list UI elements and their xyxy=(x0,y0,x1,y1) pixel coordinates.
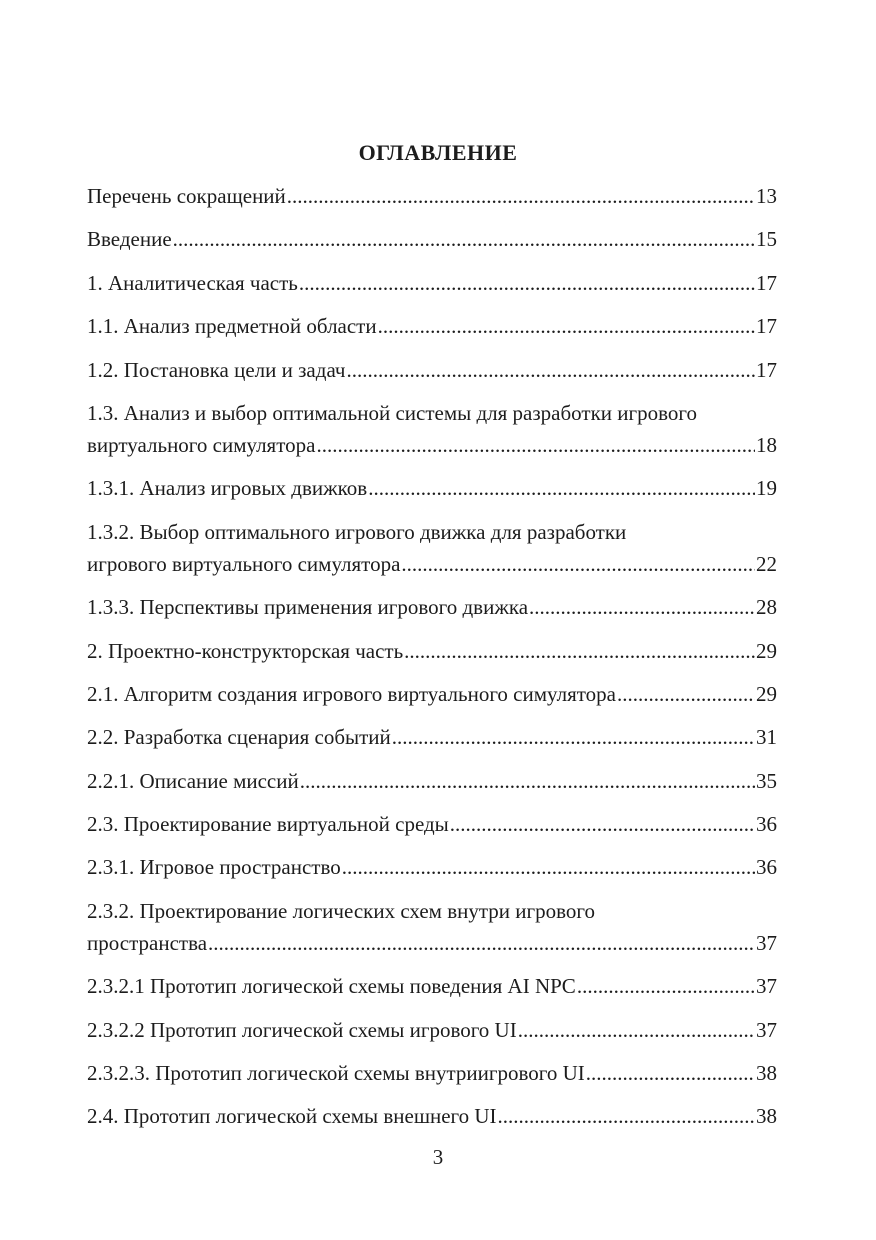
toc-entry-page: 17 xyxy=(756,314,777,339)
toc-entry-leader xyxy=(392,721,755,753)
toc-entry xyxy=(87,895,777,959)
toc-entry-leader xyxy=(450,808,755,840)
toc-entry xyxy=(87,808,777,840)
toc-entry-page: 29 xyxy=(756,638,777,663)
toc-entry-line xyxy=(87,310,777,342)
toc-entry xyxy=(87,1014,777,1046)
toc-entry xyxy=(87,267,777,299)
toc-entry-text: 1.2. Постановка цели и задач xyxy=(87,357,346,382)
toc-entry xyxy=(87,223,777,255)
toc-entry xyxy=(87,591,777,623)
toc-entry xyxy=(87,678,777,710)
toc-entry xyxy=(87,1100,777,1132)
toc-entry-text: 2.2.1. Описание миссий xyxy=(87,768,299,793)
toc-entry-text: 1.1. Анализ предметной области xyxy=(87,314,377,339)
toc-entry-leader xyxy=(518,1014,755,1046)
toc-entry-line xyxy=(87,180,777,212)
toc-entry-page: 22 xyxy=(756,551,777,576)
toc-entry-line xyxy=(87,267,777,299)
toc-entry-text: 2.3.2.2 Прототип логической схемы игрового UI xyxy=(87,1017,517,1042)
toc-entry xyxy=(87,354,777,386)
toc-entry-line xyxy=(87,1100,777,1132)
toc-entry-text: 2.2. Разработка сценария событий xyxy=(87,725,391,750)
toc-entry-leader xyxy=(173,223,755,255)
toc-entry-leader xyxy=(404,635,755,667)
toc-entry-line xyxy=(87,472,777,504)
toc-entry-page: 28 xyxy=(756,595,777,620)
toc-entry-page: 17 xyxy=(756,357,777,382)
toc-entry-leader xyxy=(208,927,755,959)
toc-entry-line xyxy=(87,354,777,386)
toc-entry-leader xyxy=(368,472,755,504)
toc-title: ОГЛАВЛЕНИЕ xyxy=(358,140,518,165)
toc-entry xyxy=(87,397,777,461)
toc-entry-line xyxy=(87,223,777,255)
toc-entry-leader xyxy=(316,429,755,461)
toc-entry xyxy=(87,310,777,342)
toc-entry-text: Введение xyxy=(87,227,172,252)
toc-entry-page: 37 xyxy=(756,1017,777,1042)
toc-entry-leader xyxy=(342,851,755,883)
toc-entry-line xyxy=(87,678,777,710)
toc-entry-page: 38 xyxy=(756,1061,777,1086)
toc-entry xyxy=(87,516,777,580)
toc-entry-line xyxy=(87,927,777,959)
toc-entry-page: 36 xyxy=(756,855,777,880)
toc-entry-page: 37 xyxy=(756,930,777,955)
toc-entry-page: 18 xyxy=(756,432,777,457)
toc-entry-leader xyxy=(287,180,755,212)
toc-entry xyxy=(87,721,777,753)
toc-entry xyxy=(87,635,777,667)
toc-entry-line xyxy=(87,765,777,797)
toc-entry-leader xyxy=(401,548,755,580)
toc-entry xyxy=(87,180,777,212)
toc-entry-page: 36 xyxy=(756,812,777,837)
toc-entry-text: пространства xyxy=(87,930,208,955)
page-number: 3 xyxy=(432,1145,444,1169)
toc-entry-first-line: 1.3.2. Выбор оптимального игрового движка для разработки xyxy=(87,519,627,544)
toc-entry-text: игрового виртуального симулятора xyxy=(87,551,401,576)
toc-entry-leader xyxy=(498,1100,755,1132)
toc-entry-leader xyxy=(378,310,755,342)
toc-entry-page: 13 xyxy=(756,184,777,208)
toc-entry-page: 37 xyxy=(756,974,777,999)
toc-entry xyxy=(87,472,777,504)
toc-entry-line xyxy=(87,429,777,461)
toc-entry-line xyxy=(87,1014,777,1046)
toc-entry-text: 1. Аналитическая часть xyxy=(87,270,298,295)
toc-entry-page: 29 xyxy=(756,681,777,706)
toc-entry-text: 2.3. Проектирование виртуальной среды xyxy=(87,812,449,837)
toc-entry xyxy=(87,970,777,1002)
toc-entry-line xyxy=(87,721,777,753)
toc-entry xyxy=(87,1057,777,1089)
toc-entry xyxy=(87,851,777,883)
toc-entry-text: 2.3.1. Игровое пространство xyxy=(87,855,341,880)
toc-entry-text: виртуального симулятора xyxy=(87,432,316,457)
toc-entry-line xyxy=(87,548,777,580)
toc-entry xyxy=(87,765,777,797)
toc-entry-page: 31 xyxy=(756,725,777,750)
toc-entry-leader xyxy=(346,354,755,386)
toc-entry-page: 15 xyxy=(756,227,777,252)
toc-entry-page: 38 xyxy=(756,1104,777,1129)
toc-entry-text: 2.3.2.3. Прототип логической схемы внутриигрового UI xyxy=(87,1061,585,1086)
toc-entry-leader xyxy=(529,591,755,623)
toc-entry-leader xyxy=(617,678,755,710)
toc-entry-text: 2.4. Прототип логической схемы внешнего UI xyxy=(87,1104,497,1129)
toc-entry-text: 2. Проектно-конструкторская часть xyxy=(87,638,404,663)
toc-entry-text: 2.3.2.1 Прототип логической схемы поведения AI NPC xyxy=(87,974,576,999)
toc-entry-leader xyxy=(577,970,755,1002)
toc-entry-leader xyxy=(299,267,755,299)
toc-entry-line xyxy=(87,591,777,623)
toc-entry-page: 35 xyxy=(756,768,777,793)
toc-entry-line xyxy=(87,808,777,840)
toc-entry-line xyxy=(87,851,777,883)
toc-entry-line xyxy=(87,1057,777,1089)
table-of-contents xyxy=(87,180,777,1144)
toc-entry-line xyxy=(87,635,777,667)
toc-entry-text: 1.3.3. Перспективы применения игрового движка xyxy=(87,595,529,620)
toc-entry-line xyxy=(87,970,777,1002)
toc-entry-text: Перечень сокращений xyxy=(87,184,286,208)
toc-entry-leader xyxy=(586,1057,755,1089)
toc-entry-first-line: 2.3.2. Проектирование логических схем внутри игрового xyxy=(87,898,596,923)
toc-entry-leader xyxy=(300,765,755,797)
toc-entry-text: 2.1. Алгоритм создания игрового виртуального симулятора xyxy=(87,681,616,706)
toc-entry-text: 1.3.1. Анализ игровых движков xyxy=(87,476,368,501)
toc-entry-first-line: 1.3. Анализ и выбор оптимальной системы для разработки игрового xyxy=(87,400,697,425)
toc-entry-page: 19 xyxy=(756,476,777,501)
toc-entry-page: 17 xyxy=(756,270,777,295)
